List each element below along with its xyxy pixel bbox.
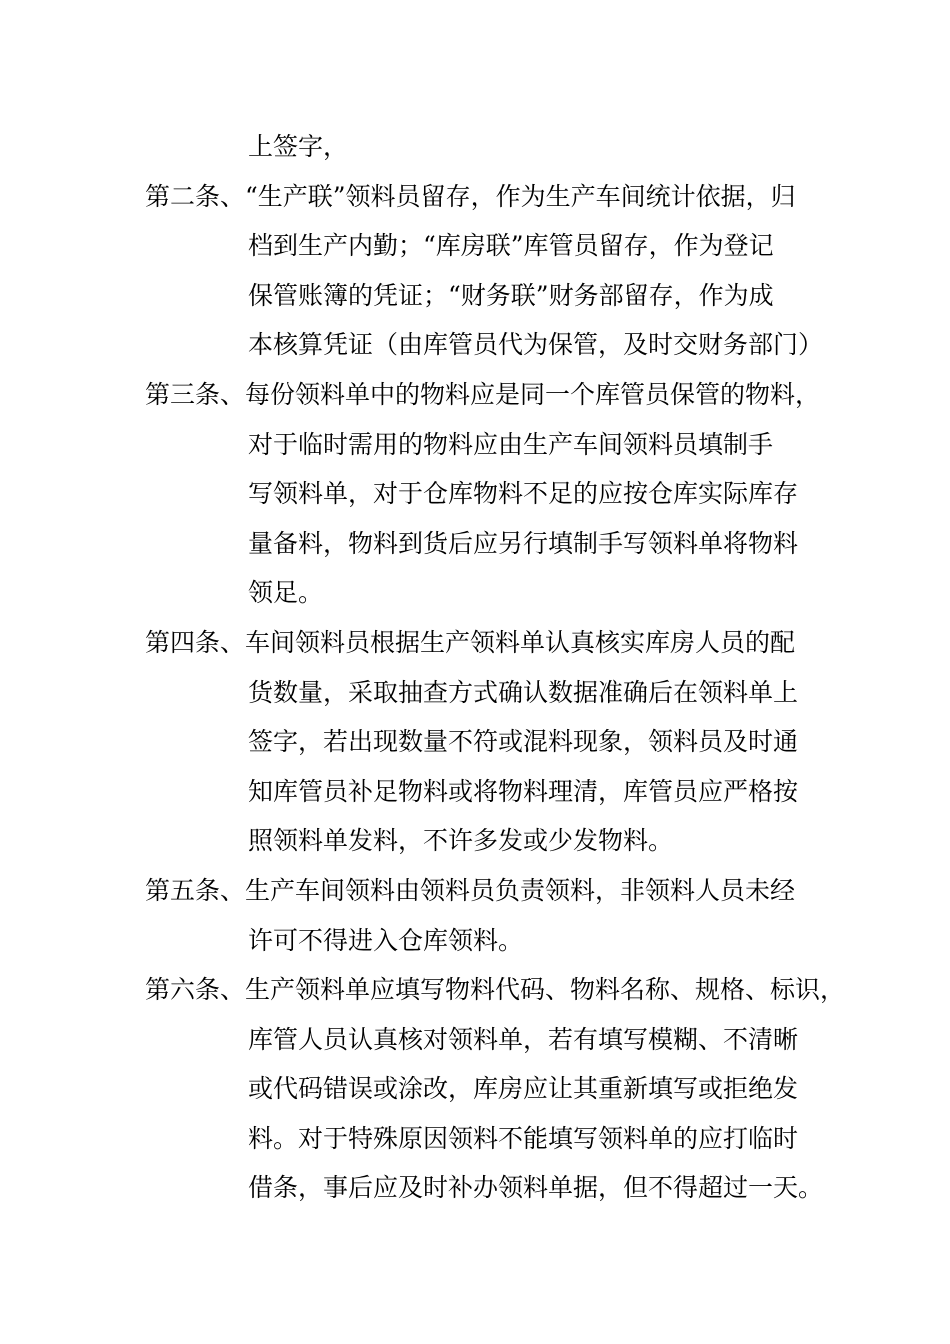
article-4-heading-line: 第四条、车间领料员根据生产领料单认真核实库房人员的配 xyxy=(145,627,796,657)
text-line: 知库管员补足物料或将物料理清，库管员应严格按 xyxy=(248,776,799,806)
text-line: 对于临时需用的物料应由生产车间领料员填制手 xyxy=(248,429,774,459)
article-2-heading-line: 第二条、“生产联”领料员留存，作为生产车间统计依据，归 xyxy=(145,181,796,211)
text-line: 货数量，采取抽查方式确认数据准确后在领料单上 xyxy=(248,677,799,707)
text-line: 料。对于特殊原因领料不能填写领料单的应打临时 xyxy=(248,1123,799,1153)
article-3-heading-line: 第三条、每份领料单中的物料应是同一个库管员保管的物料， xyxy=(145,379,821,409)
text-line: 上签字， xyxy=(248,132,349,161)
text-line: 许可不得进入仓库领料。 xyxy=(248,925,524,955)
text-line: 领足。 xyxy=(248,578,324,608)
text-line: 照领料单发料，不许多发或少发物料。 xyxy=(248,826,674,856)
article-5-heading-line: 第五条、生产车间领料由领料员负责领料，非领料人员未经 xyxy=(145,875,796,905)
text-line: 档到生产内勤；“库房联”库管员留存，作为登记 xyxy=(248,231,774,261)
text-line: 库管人员认真核对领料单，若有填写模糊、不清晰 xyxy=(248,1024,799,1054)
text-line: 写领料单，对于仓库物料不足的应按仓库实际库存 xyxy=(248,479,799,509)
text-line: 或代码错误或涂改，库房应让其重新填写或拒绝发 xyxy=(248,1074,799,1104)
text-line: 量备料，物料到货后应另行填制手写领料单将物料 xyxy=(248,528,799,558)
text-line: 本核算凭证（由库管员代为保管，及时交财务部门） xyxy=(248,330,824,360)
text-line: 签字，若出现数量不符或混料现象，领料员及时通 xyxy=(248,727,799,757)
document-body xyxy=(145,122,846,1213)
article-6-heading-line: 第六条、生产领料单应填写物料代码、物料名称、规格、标识， xyxy=(145,975,846,1005)
text-line: 保管账簿的凭证；“财务联”财务部留存，作为成 xyxy=(248,280,774,310)
text-line: 借条，事后应及时补办领料单据，但不得超过一天。 xyxy=(248,1173,824,1203)
